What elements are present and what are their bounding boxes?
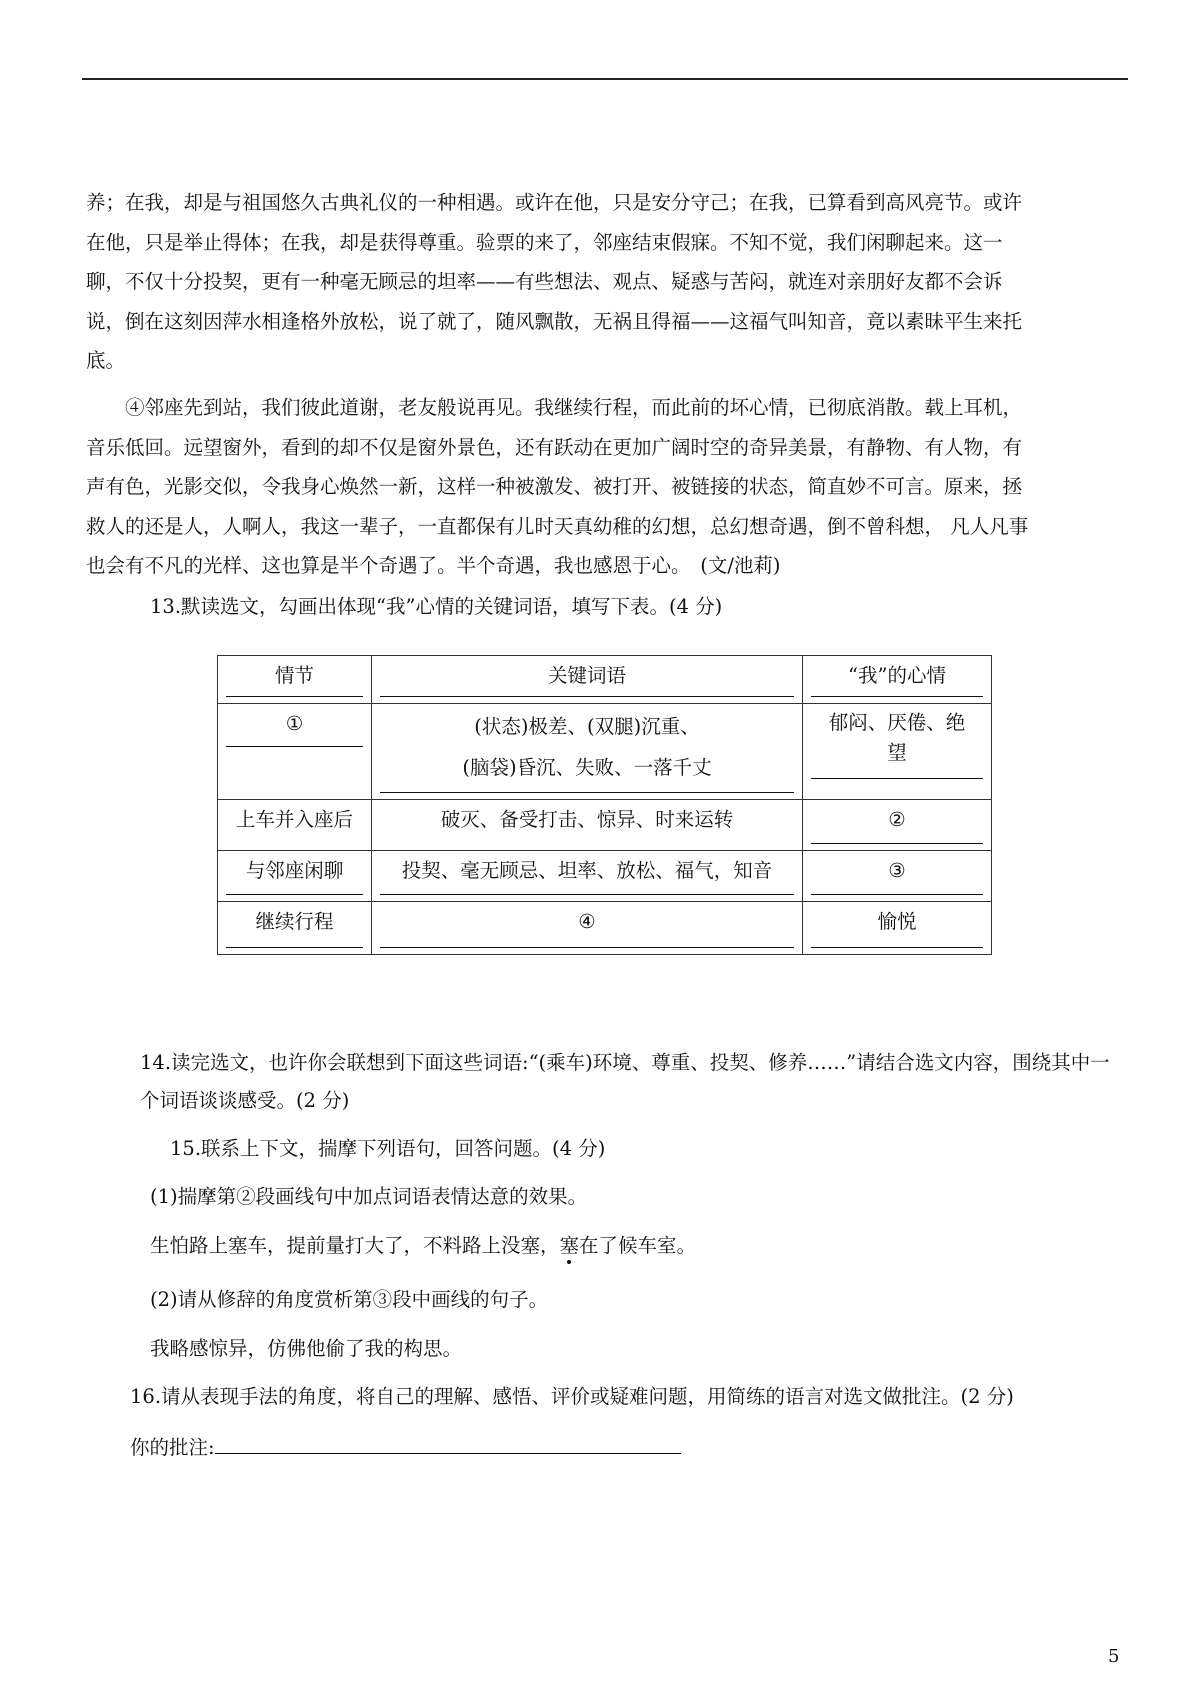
question-16: 16.请从表现手法的角度，将自己的理解、感悟、评价或疑难问题，用简练的语言对选文做批注。(2 分)	[130, 1385, 1014, 1408]
answer-line[interactable]	[811, 843, 983, 844]
cell-plot: 与邻座闲聊	[245, 859, 344, 882]
answer-line	[226, 947, 363, 948]
text-line: 也会有不凡的光样、这也算是半个奇遇了。半个奇遇，我也感恩于心。 (文/池莉)	[86, 554, 781, 577]
quoted-sentence-2: 我略感惊异，仿佛他偷了我的构思。	[150, 1337, 463, 1360]
sentence-text: 在了候车室。	[579, 1234, 697, 1257]
header-mood: “我”的心情	[848, 664, 946, 687]
answer-line	[380, 696, 794, 697]
text-line: 说，倒在这刻因萍水相逢格外放松，说了就了，随风飘散，无祸且得福——这福气叫知音，竟以素昧平生来托	[86, 309, 1023, 333]
answer-line[interactable]	[226, 746, 363, 747]
page-number: 5	[1108, 1646, 1120, 1667]
answer-line[interactable]	[811, 894, 983, 895]
text-line: 救人的还是人，人啊人，我这一辈子，一直都保有儿时天真幼稚的幻想，总幻想奇遇，倒不曾科想， 凡人凡事	[86, 514, 1029, 538]
answer-line	[226, 894, 363, 895]
question-13: 13.默读选文，勾画出体现“我”心情的关键词语，填写下表。(4 分)	[150, 595, 723, 618]
quoted-sentence-1	[150, 1231, 696, 1261]
header-rule	[82, 78, 1128, 80]
paragraph-four	[86, 388, 1126, 586]
cell-keywords: (状态)极差、(双腿)沉重、 (脑袋)昏沉、失败、一落千丈	[462, 715, 712, 779]
cell-keywords: ④	[578, 910, 596, 933]
text-line: 养；在我，却是与祖国悠久古典礼仪的一种相遇。或许在他，只是安分守己；在我，已算看到高风亮节。或许	[86, 191, 1023, 214]
answer-label: 你的批注:	[130, 1436, 215, 1459]
cell-mood: 郁闷、厌倦、绝 望	[828, 711, 966, 764]
table-row	[218, 851, 992, 902]
answer-line	[811, 696, 983, 697]
question-14: 14.读完选文，也许你会联想到下面这些词语:“(乘车)环境、尊重、投契、修养……”请结合选文内容，围绕其中一个词语谈谈感受。(2 分)	[140, 1051, 1110, 1112]
cell-keywords: 破灭、备受打击、惊异、时来运转	[440, 808, 734, 831]
answer-line[interactable]	[380, 947, 794, 948]
answer-field	[130, 1431, 681, 1463]
cell-mood: 愉悦	[877, 910, 917, 933]
cell-plot: 上车并入座后	[235, 808, 353, 831]
answer-line	[811, 947, 983, 948]
cell-mood: ②	[888, 808, 906, 831]
sentence-text: 生怕路上塞车，提前量打大了，不料路上没塞，	[150, 1234, 560, 1257]
answer-line	[226, 696, 363, 697]
question-15: 15.联系上下文，揣摩下列语句，回答问题。(4 分)	[170, 1137, 606, 1160]
header-plot: 情节	[274, 664, 314, 687]
cell-plot: 继续行程	[255, 910, 334, 933]
table-header-row	[218, 656, 992, 704]
text-line: 在他，只是举止得体；在我，却是获得尊重。验票的来了，邻座结束假寐。不知不觉，我们闲聊起来。这一	[86, 230, 1003, 254]
text-line: ④邻座先到站，我们彼此道谢，老友般说再见。我继续行程，而此前的坏心情，已彻底消散。载上耳机，	[86, 396, 1023, 419]
question-15-part-2: (2)请从修辞的角度赏析第③段中画线的句子。	[150, 1288, 549, 1311]
text-line: 底。	[86, 349, 126, 372]
cell-plot: ①	[285, 712, 304, 735]
text-line: 声有色，光影交似，令我身心焕然一新，这样一种被激发、被打开、被链接的状态，简直妙不可言。原来，拯	[86, 475, 1023, 498]
table-row	[218, 902, 992, 955]
answer-blank[interactable]	[215, 1431, 681, 1454]
text-line: 聊，不仅十分投契，更有一种毫无顾忌的坦率——有些想法、观点、疑惑与苦闷，就连对亲朋好友都不会诉	[86, 270, 1003, 293]
dotted-word: 塞	[559, 1234, 580, 1257]
table-row	[218, 704, 992, 800]
answer-line	[811, 778, 983, 779]
text-line: 音乐低回。远望窗外，看到的却不仅是窗外景色，还有跃动在更加广阔时空的奇异美景，有静物、有人物，有	[86, 435, 1023, 459]
answer-line	[380, 894, 794, 895]
answer-line	[380, 792, 794, 793]
question-15-part-1: (1)揣摩第②段画线句中加点词语表情达意的效果。	[150, 1185, 588, 1208]
cell-mood: ③	[888, 859, 906, 882]
paragraph-continuation	[86, 183, 1126, 381]
cell-keywords: 投契、毫无顾忌、坦率、放松、福气，知音	[401, 859, 773, 882]
table-row	[218, 800, 992, 851]
mood-table	[217, 655, 992, 955]
header-keywords: 关键词语	[547, 664, 626, 687]
